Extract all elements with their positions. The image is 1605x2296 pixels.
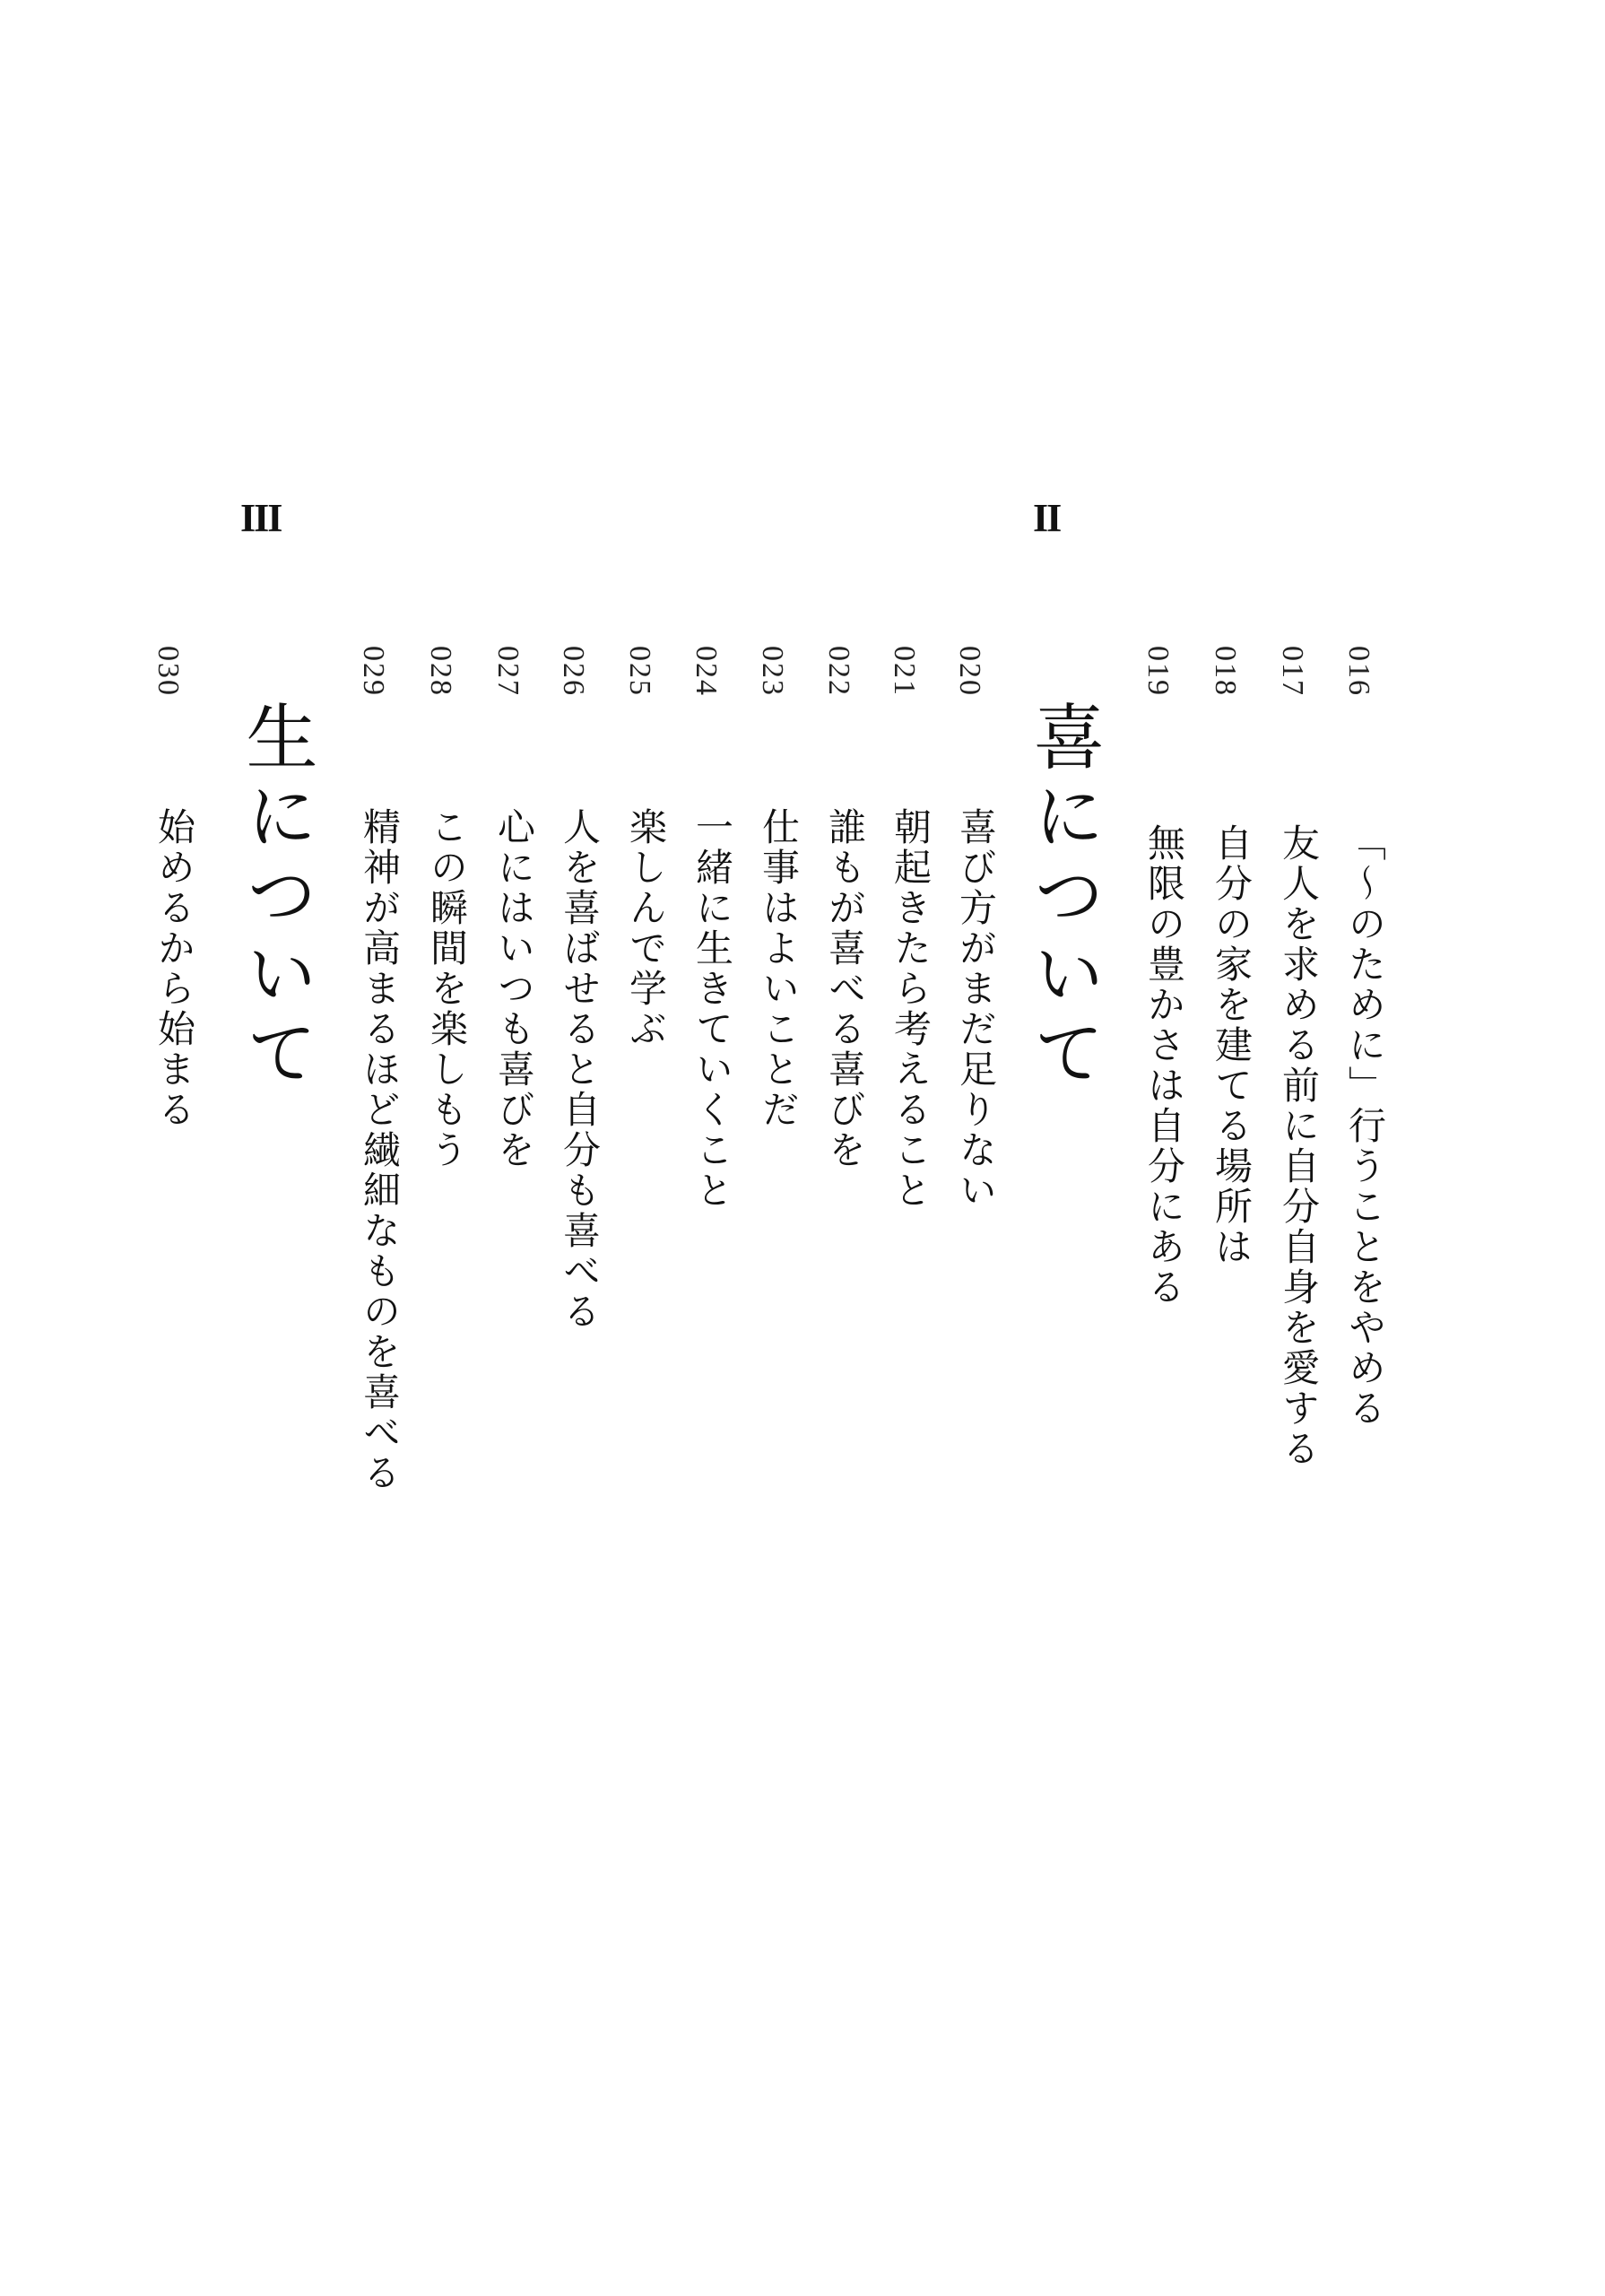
page-number: 021 — [888, 646, 921, 697]
entry-title: 精神が高まるほど繊細なものを喜べる — [358, 807, 402, 1493]
entry-title: 友人を求める前に自分自身を愛する — [1277, 823, 1321, 1469]
section-heading-joy: 喜について — [1021, 700, 1105, 1094]
entry-title: この瞬間を楽しもう — [425, 807, 469, 1170]
page-number: 016 — [1342, 646, 1375, 697]
entry-title: 楽しんで学ぶ — [624, 807, 668, 1049]
page-number: 029 — [357, 646, 390, 697]
page-number: 018 — [1209, 646, 1242, 697]
entry-title: 心にはいつも喜びを — [492, 807, 536, 1170]
entry-title: 一緒に生きていくこと — [690, 807, 734, 1211]
page-number: 030 — [152, 646, 185, 697]
page-number: 019 — [1141, 646, 1175, 697]
page-number: 022 — [822, 646, 855, 697]
section-heading-life: 生について — [234, 700, 317, 1094]
page-number: 024 — [690, 646, 723, 697]
entry-title: 無限の豊かさは自分にある — [1142, 823, 1186, 1308]
entry-title: 始めるから始まる — [152, 807, 196, 1130]
entry-title: 自分の家を建てる場所は — [1210, 823, 1254, 1267]
part-numeral-ii: II — [1033, 496, 1061, 540]
page-number: 020 — [953, 646, 986, 697]
entry-title: 喜び方がまだ足りない — [954, 807, 998, 1211]
page-number: 027 — [491, 646, 525, 697]
entry-title: 仕事はよいことだ — [757, 807, 801, 1130]
page-number: 025 — [623, 646, 656, 697]
page-number: 028 — [424, 646, 457, 697]
page-number: 026 — [557, 646, 590, 697]
entry-title: 朝起きたら考えること — [889, 807, 933, 1211]
entry-title: 誰もが喜べる喜びを — [823, 807, 867, 1170]
page-number: 017 — [1276, 646, 1309, 697]
part-numeral-iii: III — [240, 496, 282, 540]
entry-title: 人を喜ばせると自分も喜べる — [558, 807, 602, 1332]
entry-title: 「～のために」行うことをやめる — [1343, 823, 1387, 1429]
page-number: 023 — [756, 646, 789, 697]
